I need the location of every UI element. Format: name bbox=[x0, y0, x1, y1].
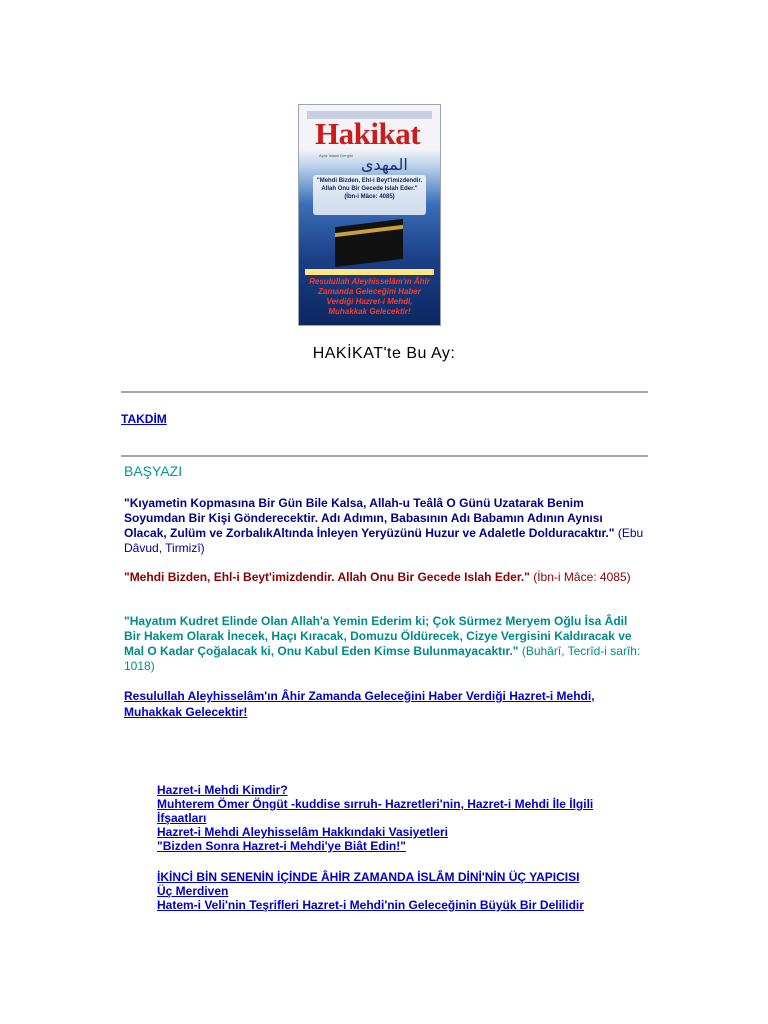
cover-logo-subtitle: Aylık İslami Dergisi bbox=[319, 153, 353, 158]
hadith-paragraph-1 bbox=[124, 496, 644, 556]
sub-link-ifsaatlari[interactable]: Muhterem Ömer Öngüt -kuddise sırruh- Hazretleri'nin, Hazret-i Mehdi İle İlgili İfşaatları bbox=[157, 797, 594, 825]
hadith-3-source: (Buhârî, Tecrîd-i sarîh: 1018) bbox=[124, 644, 641, 673]
hadith-2-source: (İbn-i Mâce: 4085) bbox=[533, 570, 631, 584]
sub-link-row bbox=[157, 884, 637, 898]
sub-link-uc-yapici[interactable]: İKİNCİ BİN SENENİN İÇİNDE ÂHİR ZAMANDA İSLÂM DİNİ'NİN ÜÇ YAPICISI bbox=[157, 870, 580, 884]
sub-link-mehdi-kimdir[interactable]: Hazret-i Mehdi Kimdir? bbox=[157, 783, 288, 797]
sub-link-biat-edin[interactable]: "Bizden Sonra Hazret-i Mehdi'ye Biât Edin!" bbox=[157, 839, 406, 853]
magazine-cover-image bbox=[298, 104, 441, 326]
cover-calligraphy: المهدى bbox=[361, 157, 408, 174]
cover-caption-strip bbox=[305, 269, 434, 275]
sub-link-uc-merdiven[interactable]: Üç Merdiven bbox=[157, 884, 229, 898]
sub-link-hatem-i-veli[interactable]: Hatem-i Veli'nin Teşrifleri Hazret-i Mehdi'nin Geleceğinin Büyük Bir Delilidir bbox=[157, 898, 584, 912]
hadith-paragraph-2 bbox=[124, 570, 644, 585]
cover-logo: Hakikat bbox=[315, 116, 421, 151]
sub-link-row bbox=[157, 870, 637, 884]
sub-link-row bbox=[157, 783, 637, 797]
hadith-3-quote: "Hayatım Kudret Elinde Olan Allah'a Yemin Ederim ki; Çok Sürmez Meryem Oğlu İsa Âdil Bir Hakem Olarak İnecek, Haçı Kıracak, Domuzu Öldürecek, Cizye Vergisini Kaldıracak ve Mal O Kadar Çoğalacak ki, Onu Kabul Eden Kimse Bulunmayacaktır." bbox=[124, 614, 632, 658]
divider-top bbox=[121, 391, 648, 393]
sub-link-row bbox=[157, 797, 637, 825]
takdim-link[interactable]: TAKDİM bbox=[121, 412, 167, 426]
hadith-1-quote: "Kıyametin Kopmasına Bir Gün Bile Kalsa, Allah-u Teâlâ O Günü Uzatarak Benim Soyumdan Bir Kişi Gönderecektir. Adı Adımın, Babasının Adı Babamın Adının Aynısı Olacak, Zulüm ve ZorbalıkAltında İnleyen Yeryüzünü Huzur ve Adaletle Dolduracaktır." bbox=[124, 496, 615, 540]
page-title: HAKİKAT'te Bu Ay: bbox=[312, 345, 456, 362]
main-article-link[interactable]: Resulullah Aleyhisselâm'ın Âhir Zamanda Geleceğini Haber Verdiği Hazret-i Mehdi, Muhakkak Gelecektir! bbox=[124, 689, 595, 719]
cover-headline: Resulullah Aleyhisselâm'ın Âhir Zamanda Geleceğini Haber Verdiği Hazret-i Mehdi, Muhakkak Gelecektir! bbox=[309, 277, 430, 316]
hadith-paragraph-3 bbox=[124, 614, 644, 674]
sub-link-row bbox=[157, 839, 637, 853]
sub-link-row bbox=[157, 825, 637, 839]
basyazi-heading: BAŞYAZI bbox=[124, 463, 183, 479]
divider-bottom bbox=[121, 455, 648, 457]
hadith-1-source: (Ebu Dâvud, Tirmizî) bbox=[124, 526, 644, 555]
sub-link-row bbox=[157, 898, 637, 912]
sub-link-vasiyetleri[interactable]: Hazret-i Mehdi Aleyhisselâm Hakkındaki Vasiyetleri bbox=[157, 825, 449, 839]
main-article-link-wrapper bbox=[124, 688, 644, 720]
cover-quote: "Mehdi Bizden, Ehl-i Beyt'imizdendir. Allah Onu Bir Gecede Islah Eder." (İbn-i Mâce: 4085) bbox=[313, 175, 426, 215]
hadith-2-quote: "Mehdi Bizden, Ehl-i Beyt'imizdendir. Allah Onu Bir Gecede Islah Eder." bbox=[124, 570, 530, 584]
